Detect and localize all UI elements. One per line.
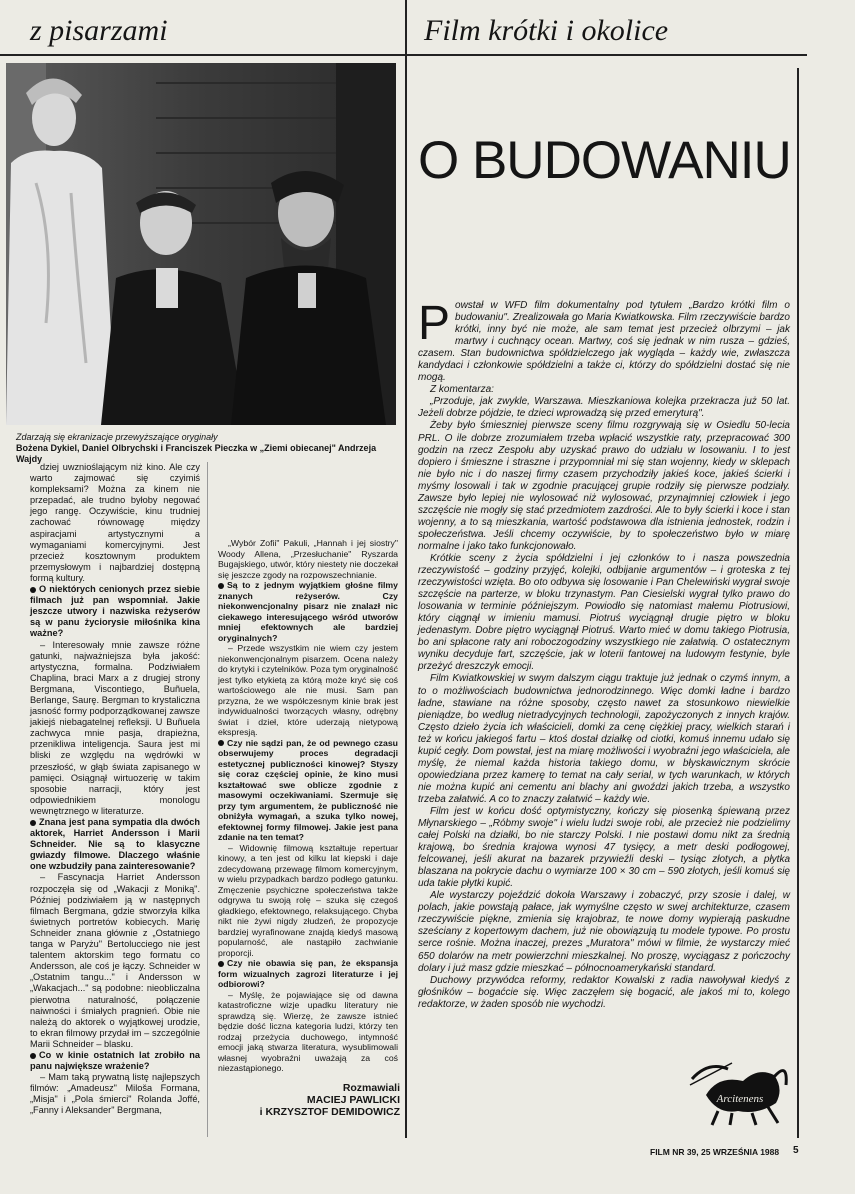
article-title: O BUDOWANIU: [418, 131, 791, 190]
paragraph-text: Duchowy przywódca reformy, redaktor Kowalski z radia nawoływał kiedyś z głośników – bogaćcie się. Więc zaczęłem się bogacić, ale jakoś mi to, kolego redaktorze, w żaden sposób nie wychodzi.: [418, 974, 790, 1010]
interview-answer: [218, 843, 398, 959]
paragraph-text: owstał w WFD film dokumentalny pod tytułem „Bardzo krótki film o budowaniu". Zrealizowała go Maria Kwiatkowska. Film rzeczywiście bardzo krótki, inny być nie może, ale sam temat jest przecież olbrzymi – jak martwy i cuchnący ocean. Martwy, coś się jednak w nim rusza – gdzieś, czasem. Stan budownictwa spółdzielczego jak wygląda – każdy wie, zwłaszcza kandydaci i członkowie spółdzielni a także ci, którzy do spółdzielni dostać się nie mogą.: [418, 300, 790, 384]
signature-name-2: i KRZYSZTOF DEMIDOWICZ: [259, 1106, 400, 1118]
article-paragraph: [418, 553, 790, 673]
paragraph-text: Ale wystarczy pojeździć dokoła Warszawy i zobaczyć, przy szosie i dalej, w polach, jakie powstają pałace, jak wymyślne często w swej architekturze, czasem rzeczywiście piękne, zmienia się krajobraz, te nowe domy wypierają paskudne sześciany z kopertowym dachem, już nie obowiązują tu modele typowe. Po prostu serce rośnie. Można inaczej, prezes „Muratora" mówi w filmie, że wystarczy mieć 650 dolarów na metr powierzchni mieszkalnej. No proszę, wyciągasz z pończochy dolary i już masz gdzie mieszkać – północnoamerykański standard.: [418, 890, 790, 974]
section-header-right: Film krótki i okolice: [424, 14, 669, 47]
article-paragraph: [418, 975, 790, 1011]
arcitenens-logo: [688, 1055, 792, 1127]
signature-name-1: MACIEJ PAWLICKI: [306, 1094, 400, 1106]
article-paragraph: [418, 384, 790, 396]
interview-column-1: [30, 462, 200, 1117]
page-number: 5: [793, 1145, 799, 1156]
bullet-dot-icon: [218, 583, 224, 589]
interview-question: [30, 584, 200, 639]
paragraph-text: – Mam taką prywatną listę najlepszych filmów: „Amadeusz" Miloša Formana, „Misja" i „Pola śmierci" Rolanda Joffé, „Fanny i Aleksander" Bergmana,: [30, 1072, 200, 1116]
interview-question: [30, 817, 200, 872]
interview-signature: [218, 1082, 400, 1118]
interview-question: [30, 1050, 200, 1072]
paragraph-text: Czy nie obawia się pan, że ekspansja form wizualnych zagrozi literaturze i jej odbiorowi?: [218, 958, 398, 989]
logo-text: Arcitenens: [716, 1093, 764, 1105]
right-article-rule: [797, 68, 799, 1138]
paragraph-text: Znana jest pana sympatia dla dwóch aktorek, Harriet Andersson i Marii Schneider. Nie są to klasyczne gwiazdy filmowe. Dlaczego właśnie one wzbudziły pana zainteresowanie?: [30, 817, 200, 872]
paragraph-text: – Przede wszystkim nie wiem czy jestem niekonwencjonalnym pisarzem. Ocena należy do krytyki i czytelników. Poza tym oryginalność jest tylko etykietą za którą może kryć się coś wartościowego ale nie musi. Sam pan przyzna, że we współczesnym kinie brak jest indywidualności tworzących własny, odrębny świat i dzieł, które uderzają nietypową ekspresją.: [218, 643, 398, 737]
interview-answer: [30, 1072, 200, 1116]
interview-question: [218, 958, 398, 990]
bullet-dot-icon: [30, 1053, 36, 1059]
right-header-rule: [407, 54, 807, 56]
film-still-photo: [6, 63, 396, 425]
paragraph-text: Film jest w końcu dość optymistyczny, kończy się piosenką śpiewaną przez Młynarskiego – „Róbmy swoje" i wielu ludzi swoje robi, ale przecież nie podzielimy całej Polski na działki, bo nie starczy Polski. I nie postawi domu nikt za średnią krajową, bo średnia krajowa wynosi 47 tysięcy, a metr deski podłogowej, felcowanej, jeśli akurat na bazarek przywieźli deski – tysiąc złotych, a płytka blaszana na pokrycie dachu o wymiarze 100 × 30 cm – 590 złotych, jeśli komuś się uda takie płytki kupić.: [418, 805, 790, 890]
paragraph-text: Żeby było śmieszniej pierwsze sceny filmu rozgrywają się w Osiedlu 50-lecia PRL. O ile dobrze zrozumiałem trzeba wpłacić wszystkie raty, przepracować 300 godzin na rzecz Zespołu aby uzyskać prawo do udziału w losowaniu. I to jest dopiero i śmieszne i straszne i przypomniał mi się stan wojenny, kiedy w sklepach nie było nic i do naszej firmy czasem przychodziły jakieś koce, jakieś ścierki i myśmy losowali i tak w zgodnie pracującej grupie rodziły się pierwsze podziały. Zawsze było lepiej nie wylosować niż wylosować, przynajmniej człowiek i jego szczęście nie mogły się stać przedmiotem zazdrości. Ale to były ścierki i koce i stan wojenny, a to są mieszkania, wartość podstawowa dla istnienia jednostek, rodzin i społeczeństwa. Jeśli chcemy oczywiście, by to społeczeństwo było w miarę normalne i jako tako funkcjonowało.: [418, 420, 790, 552]
paragraph-text: Czy nie sądzi pan, że od pewnego czasu obserwujemy proces degradacji estetycznej publiczności kinowej? Styszy się coraz częściej opinie, że kino musi kształtować swe oblicze zgodnie z masowymi oczekiwaniami. Szermuje się przy tym argumentem, że publiczność nie obniżyła wymagań, a szuka tylko nowej, efektownej formy filmowej. Jakie jest pana zdanie na ten temat?: [218, 737, 398, 842]
paragraph-text: – Fascynacja Harriet Andersson rozpoczęła się od „Wakacji z Moniką". Później podziwiałem ją w następnych filmach Bergmana, gdzie stworzyła kilka świetnych portretów kobiecych. Marię Schneider znana głównie z „Ostatniego tanga w Paryżu" Bertolucciego nie jest talentem aktorskim tego formatu co Andersson, ale coś je łączy. Schneider w „Ostatnim tangu..." i Andersson w „Wakacjach..." są podobne: nieobliczalna pierwotna naturalność, połączenie naiwności i śmiałych pragnień. Obie nie należą do aktorek o wyjątkowej urodzie, to ekran filmowy przydał im – szczególnie Marii Schneider – blasku.: [30, 872, 200, 1049]
paragraph-text: – Myślę, że pojawiające się od dawna katastroficzne wizje upadku literatury nie sprawdzą się. Wierzę, że zawsze istnieć będzie dość liczna kategoria ludzi, którzy ten rodzaj przeżycia duchowego, intymność emocji jaką stwarza literatura, wysublimowali własnej wyobraźni uważają za coś niezastąpionego.: [218, 989, 398, 1073]
interview-answer: [30, 462, 200, 584]
page-footer: FILM NR 39, 25 WRZEŚNIA 1988: [650, 1147, 780, 1157]
paragraph-text: – Widownię filmową kształtuje repertuar kinowy, a ten jest od kilku lat kiepski i daje zdecydowaną przewagę filmom komercyjnym, w wielu przypadkach bardzo podłego gatunku. Zmęczenie psychiczne społeczeństwa także odgrywa tu swoją rolę – szuka się czegoś gładkiego, efektownego, relaksującego. Chyba nikt nie żywi nigdy złudzeń, że propozycje bardziej wyrafinowane znajdą kiedyś masową popularność, ale nastąpiło zachwianie proporcji.: [218, 842, 398, 958]
caption-line-italic: Zdarzają się ekranizacje przewyższające oryginały: [16, 432, 218, 442]
article-paragraph: [418, 396, 790, 420]
paragraph-text: dziej uwznioślającym niż kino. Ale czy warto zajmować się czyimiś kompleksami? Można za kinem nie przepadać, ale trudno byłoby negować jego rangę. Oczywiście, kinu trudniej zachować równowagę między aspiracjami artystycznymi a wymaganiami komercyjnymi. Jest przecież kosztownym produktem przemysłowym i najbardziej dostępną formą kultury.: [30, 462, 200, 583]
paragraph-text: Film Kwiatkowskiej w swym dalszym ciągu traktuje już jednak o czymś innym, a to o możliwościach budownictwa jednorodzinnego. Więc domki ładne i bardzo ładne, stawiane na różne sposoby, często nawet za stosunkowo niewielkie pieniądze, bo według nietradycyjnych technologii, zapożyczonych z innych krajów. Często dzieło życia ich właścicieli, domki za cenę ciężkiej pracy, wielkich starań i też w końcu jakiegoś fartu – ktoś dostał działkę od ciotki, komuś innemu udało się kupić cegły. Dom powstał, jest na miarę możliwości i wyobraźni jego właściciela, ale myślę, że niemal każda historia takiego domu, w błyskawicznym skrócie opowiedziana przez kamerę to temat na cały serial, w tych warunkach, w których nie można kupić ani cementu ani blachy ani gwoździ jakich trzeba, a wszystko trzeba załatwić. A co to znaczy załatwić – każdy wie.: [418, 673, 790, 805]
paragraph-text: Krótkie sceny z życia spółdzielni i jej członków to i nasza powszednia rzeczywistość – godziny przyjęć, kolejki, odbijanie argumentów – i groteska z tej rzeczywistości wzięta. Bo oto odbywa się losowanie i Pan Chelewiński wygrał swoje szczęście na parterze, w bloku trzynastym. Pan Ciesielski wygrał tylko prawo do losowania w terminie późniejszym. Powiodło się natomiast małemu Piotrusiowi, który ciągnął w imieniu mamusi. Piotruś wyciągnął drugie piętro w bloku jedenastym. Dobre piętro wyciągnął Piotruś. Warto mieć w domu takiego Piotrusia, bo ani spłacone raty ani roboczogodziny wszystkiego nie załatwią. O ostatecznym wyniku decyduje fart, szczęście, jak w loterii fantowej na ludowym festynie, byle przeżyć dreszczyk emocji.: [418, 552, 790, 673]
film-still-illustration: [6, 63, 396, 425]
bullet-dot-icon: [30, 820, 36, 826]
left-header-rule: [0, 54, 405, 56]
article-paragraph: [418, 673, 790, 806]
interview-question: [218, 580, 398, 643]
interview-answer: [218, 990, 398, 1074]
paragraph-text: Są to z jednym wyjątkiem głośne filmy znanych reżyserów. Czy niekonwencjonalny pisarz nie znalazł nic ciekawego interesującego wśród utworów mniej efektownych ale bardziej oryginalnych?: [218, 580, 398, 643]
article-body: [418, 297, 790, 1011]
paragraph-text: Z komentarza:: [430, 384, 494, 396]
center-column-rule: [405, 0, 407, 1138]
interview-answer: [30, 640, 200, 818]
interview-column-2: [218, 538, 398, 1074]
photo-caption: [16, 432, 398, 465]
interview-gutter-rule: [207, 462, 208, 1137]
bullet-dot-icon: [30, 587, 36, 593]
section-header-left: z pisarzami: [30, 14, 168, 47]
bullet-dot-icon: [218, 740, 224, 746]
article-paragraph: [418, 420, 790, 553]
signature-label: Rozmawiali: [342, 1082, 400, 1094]
paragraph-text: „Przoduje, jak zwykle, Warszawa. Mieszkaniowa kolejka przekracza już 50 lat. Jeżeli dobrze pójdzie, te dzieci wprowadzą się przed emeryturą".: [418, 396, 790, 420]
paragraph-text: O niektórych cenionych przez siebie filmach już pan wspomniał. Jakie jeszcze utwory i nazwiska reżyserów są w panu życiorysie miłośnika kina ważne?: [30, 584, 200, 639]
drop-cap: P: [418, 297, 451, 350]
caption-line-credits: Bożena Dykiel, Daniel Olbrychski i Franciszek Pieczka w „Ziemi obiecanej" Andrzeja Wajdy: [16, 443, 377, 464]
paragraph-text: „Wybór Zofii" Pakuli, „Hannah i jej siostry" Woody Allena, „Przesłuchanie" Ryszarda Bugajskiego, utwór, który niestety nie doczekał się jeszcze zgody na rozpowszechnianie.: [218, 538, 398, 580]
article-paragraph: [418, 890, 790, 974]
article-paragraph: [418, 297, 790, 384]
interview-answer: [218, 643, 398, 738]
bullet-dot-icon: [218, 961, 224, 967]
paragraph-text: – Interesowały mnie zawsze różne gatunki, najważniejsza była jakość: artystyczna, formalna. Podziwiałem Chaplina, braci Marx a z drugiej strony Bergmana, Viscontiego, Buñuela, Berlange, Saurę. Bergman to krystaliczna jasność formy podporządkowanej zawsze jakiejś niebagatelnej refleksji. U Buñuela zachwyca mnie pasja, drapieżna, przenikliwa inteligencja. Saura jest mi bliski ze względu na wędrówki w przeszłość, w głąb świata zapisanego w pamięci. Osiągnął wirtuozerię w takim sposobie narracji, który jest odpowiednikiem monologu wewnętrznego w literaturze.: [30, 639, 200, 816]
interview-question: [218, 738, 398, 843]
interview-answer: [218, 538, 398, 580]
interview-answer: [30, 872, 200, 1050]
paragraph-text: Co w kinie ostatnich lat zrobiło na panu największe wrażenie?: [30, 1049, 200, 1072]
article-paragraph: [418, 806, 790, 890]
